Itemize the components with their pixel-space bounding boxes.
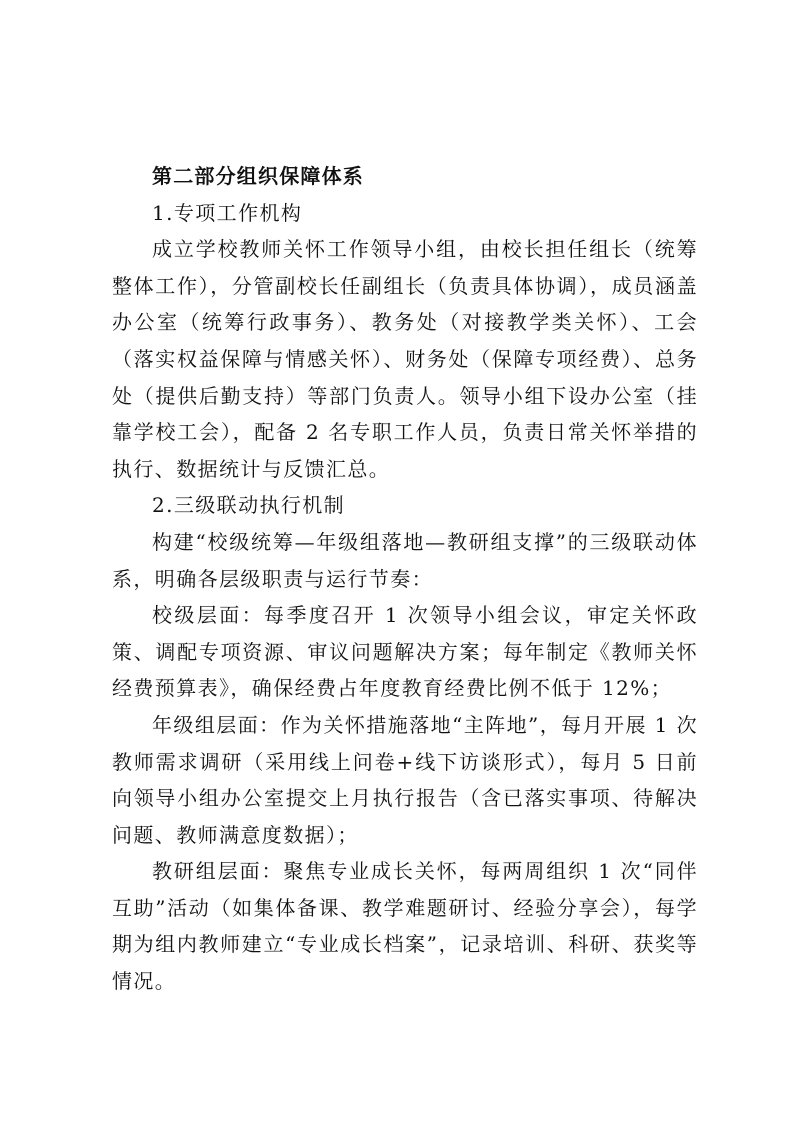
- paragraph-grade-level: 年级组层面：作为关怀措施落地“主阵地”，每月开展 1 次教师需求调研（采用线上问卷+线下访谈形式），每月 5 日前向领导小组办公室提交上月执行报告（含已落实事项、待解决问题、教师满意度数据）；: [112, 712, 698, 847]
- document-body: [112, 158, 698, 1000]
- section-title: 第二部分组织保障体系: [152, 164, 364, 188]
- paragraph-three-level-intro: 构建“校级统筹—年级组落地—教研组支撑”的三级联动体系，明确各层级职责与运行节奏：: [112, 529, 698, 591]
- subsection-title-2: 2.三级联动执行机制: [152, 493, 346, 518]
- subsection-title-1: 1.专项工作机构: [152, 200, 303, 225]
- paragraph-school-level: 校级层面：每季度召开 1 次领导小组会议，审定关怀政策、调配专项资源、审议问题解决方案；每年制定《教师关怀经费预算表》，确保经费占年度教育经费比例不低于 12%；: [112, 603, 698, 701]
- paragraph-organization: 成立学校教师关怀工作领导小组，由校长担任组长（统筹整体工作），分管副校长任副组长（负责具体协调），成员涵盖办公室（统筹行政事务）、教务处（对接教学类关怀）、工会（落实权益保障与情感关怀）、财务处（保障专项经费）、总务处（提供后勤支持）等部门负责人。领导小组下设办公室（挂靠学校工会），配备 2 名专职工作人员，负责日常关怀举措的执行、数据统计与反馈汇总。: [112, 237, 698, 481]
- paragraph-research-level: 教研组层面：聚焦专业成长关怀，每两周组织 1 次“同伴互助”活动（如集体备课、教学难题研讨、经验分享会），每学期为组内教师建立“专业成长档案”，记录培训、科研、获奖等情况。: [112, 859, 698, 994]
